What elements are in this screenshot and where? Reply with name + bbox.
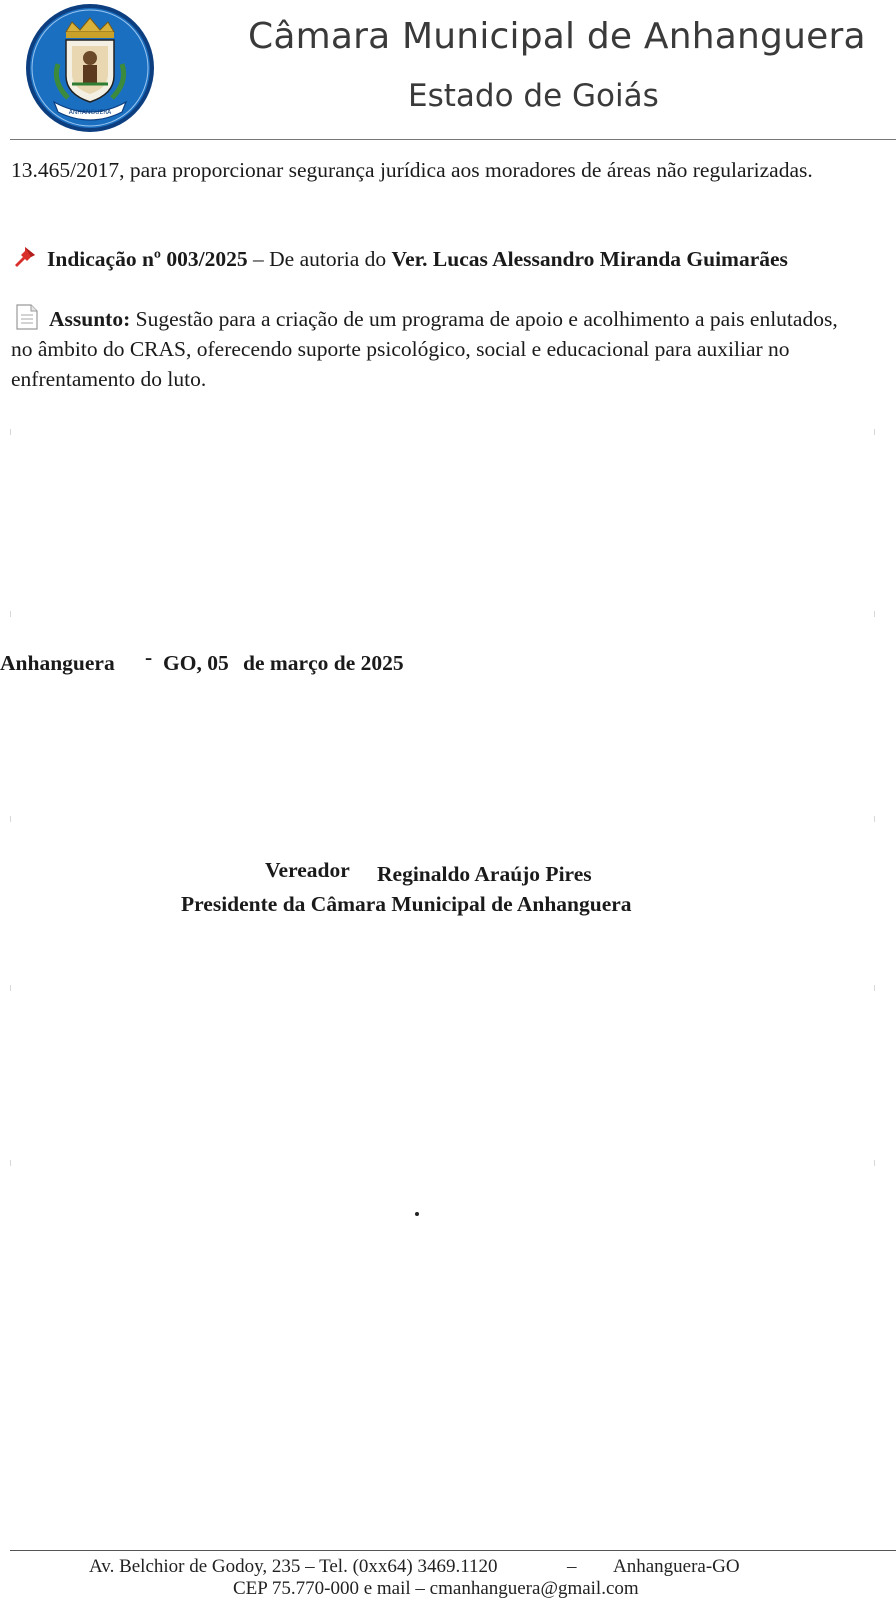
document-icon [11, 304, 41, 330]
edge-tick [874, 611, 875, 617]
continuation-paragraph: 13.465/2017, para proporcionar segurança jurídica aos moradores de áreas não regularizadas. [11, 158, 813, 182]
assunto-label: Assunto: [49, 307, 131, 331]
indicacao-author: Ver. Lucas Alessandro Miranda Guimarães [391, 247, 788, 271]
date-text: de março de 2025 [243, 651, 404, 675]
page-subtitle: Estado de Goiás [408, 78, 659, 114]
edge-tick [874, 1160, 875, 1166]
edge-tick [874, 816, 875, 822]
footer-city: Anhanguera-GO [613, 1556, 740, 1577]
footer-dash: – [567, 1556, 577, 1577]
page-title: Câmara Municipal de Anhanguera [248, 16, 866, 57]
footer-address: Av. Belchior de Godoy, 235 – Tel. (0xx64) 3469.1120 [89, 1556, 498, 1577]
footer-divider [10, 1550, 896, 1551]
date-state: GO, 05 [163, 651, 229, 675]
assunto-line [11, 304, 861, 394]
edge-tick [874, 429, 875, 435]
page-header [0, 0, 896, 142]
signature-name-line [265, 858, 592, 886]
indicacao-line [11, 244, 861, 274]
header-divider [10, 139, 896, 140]
svg-text:ANHANGUERA: ANHANGUERA [68, 109, 112, 116]
edge-tick [10, 816, 11, 822]
signature-role: Presidente da Câmara Municipal de Anhanguera [181, 892, 632, 916]
edge-tick [10, 1160, 11, 1166]
date-city: Anhanguera [0, 651, 115, 675]
indicacao-separator: – De autoria do [247, 247, 392, 271]
signature-title: Vereador [265, 858, 350, 882]
date-dash: - [145, 645, 153, 669]
edge-tick [10, 429, 11, 435]
pushpin-icon [11, 245, 39, 269]
stray-dot [415, 1212, 419, 1216]
indicacao-label: Indicação nº 003/2025 [47, 247, 248, 271]
signature-name: Reginaldo Araújo Pires [377, 862, 592, 886]
assunto-text: Sugestão para a criação de um programa de apoio e acolhimento a pais enlutados, no âmbito do CRAS, oferecendo suporte psicológico, social e educacional para auxiliar no enfrentamento do luto. [11, 307, 838, 391]
footer-contact-line: CEP 75.770-000 e mail – cmanhanguera@gmail.com [233, 1578, 639, 1599]
edge-tick [10, 611, 11, 617]
edge-tick [874, 985, 875, 991]
edge-tick [10, 985, 11, 991]
municipal-seal-logo [24, 2, 156, 134]
